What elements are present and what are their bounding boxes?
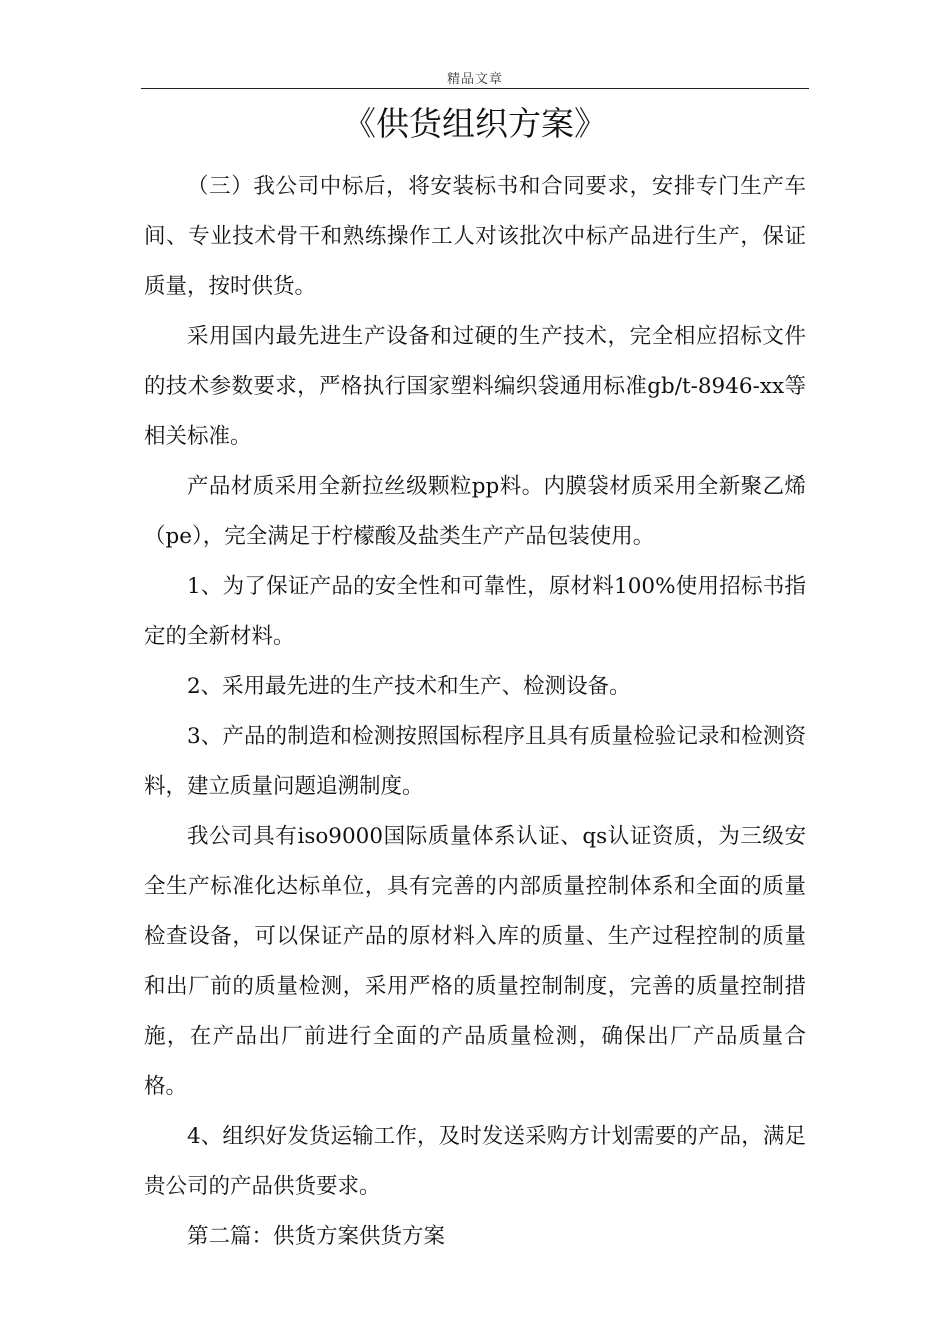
document-body [144,162,806,1262]
paragraph-item-1: 1、为了保证产品的安全性和可靠性，原材料100%使用招标书指定的全新材料。 [144,574,806,649]
paragraph-item-2: 2、采用最先进的生产技术和生产、检测设备。 [187,674,631,699]
header-divider [141,88,809,89]
paragraph-winning-bid: （三）我公司中标后，将安装标书和合同要求，安排专门生产车间、专业技术骨干和熟练操作工人对该批次中标产品进行生产，保证质量，按时供货。 [144,174,806,299]
paragraph-item-3: 3、产品的制造和检测按照国标程序且具有质量检验记录和检测资料，建立质量问题追溯制度。 [144,724,806,799]
page-header: 精品文章 [446,72,503,87]
paragraph-materials: 产品材质采用全新拉丝级颗粒pp料。内膜袋材质采用全新聚乙烯（pe），完全满足于柠檬酸及盐类生产产品包装使用。 [144,474,806,549]
paragraph-quality-certification: 我公司具有iso9000国际质量体系认证、qs认证资质，为三级安全生产标准化达标单位，具有完善的内部质量控制体系和全面的质量检查设备，可以保证产品的原材料入库的质量、生产过程控制的质量和出厂前的质量检测，采用严格的质量控制制度，完善的质量控制措施，在产品出厂前进行全面的产品质量检测，确保出厂产品质量合格。 [144,824,806,1099]
paragraph-equipment-standards: 采用国内最先进生产设备和过硬的生产技术，完全相应招标文件的技术参数要求，严格执行国家塑料编织袋通用标准gb/t-8946-xx等相关标准。 [144,324,806,449]
paragraph-section-heading: 第二篇：供货方案供货方案 [187,1224,446,1249]
document-title: 《供货组织方案》 [343,104,607,143]
paragraph-item-4: 4、组织好发货运输工作，及时发送采购方计划需要的产品，满足贵公司的产品供货要求。 [144,1124,806,1199]
